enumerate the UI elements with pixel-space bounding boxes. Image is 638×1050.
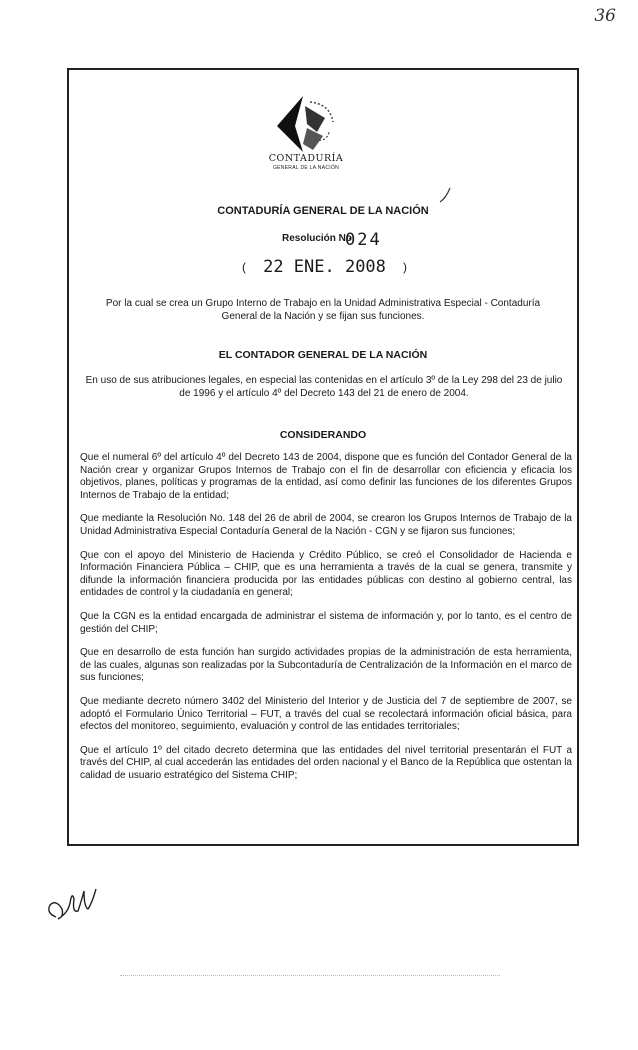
resolution-date-line (242, 257, 407, 277)
consideration-paragraph: Que en desarrollo de esta función han surgido actividades propias de la administración de esta herramienta, de las cuales, algunas son realizadas por la Subcontaduría de Centralización de la Información en el marco de sus funciones; (80, 647, 572, 684)
handwritten-tick-icon (436, 184, 458, 206)
consideration-paragraph: Que mediante la Resolución No. 148 del 26 de abril de 2004, se crearon los Grupos Internos de Trabajo de la Unidad Administrativa Especial Contaduría General de la Nación - CGN y se fijaron sus funciones; (80, 513, 572, 537)
considerations-list (80, 452, 572, 793)
open-paren: ( (242, 260, 246, 274)
consideration-paragraph: Que mediante decreto número 3402 del Ministerio del Interior y de Justicia del 7 de septiembre de 2007, se adoptó el Formulario Único Territorial – FUT, a través del cual se recolectará información oficial básica, para efectos del monitoreo, seguimiento, evaluación y control de las entidades territoriales; (80, 695, 572, 733)
logo-name: CONTADURÍA (268, 153, 344, 164)
bottom-dotted-artifact (120, 975, 500, 977)
consideration-paragraph: Que la CGN es la entidad encargada de administrar el sistema de información y, por lo tanto, es el centro de gestión del CHIP; (80, 610, 572, 635)
authority-intro: En uso de sus atribuciones legales, en especial las contenidas en el artículo 3º de la Ley 298 del 23 de julio de 1996 y el artículo 4º del Decreto 143 del 21 de enero de 2004. (85, 375, 563, 399)
page-number: 36 (594, 6, 616, 26)
resolution-purpose: Por la cual se crea un Grupo Interno de Trabajo en la Unidad Administrativa Especial - Contaduría General de la Nación y se fijan sus funciones. (105, 298, 541, 322)
handwritten-initials-signature (38, 883, 108, 933)
consideration-paragraph: Que el numeral 6º del artículo 4º del Decreto 143 de 2004, dispone que es función del Contador General de la Nación crear y organizar Grupos Internos de Trabajo con el fin de desarrollar con eficiencia y eficacia los objetivos, planes, políticas y programas de la entidad, así como definir las funciones de los diferentes Grupos Internos de Trabajo de la entidad; (80, 452, 572, 501)
consideration-paragraph: Que el artículo 1º del citado decreto determina que las entidades del nivel territorial presentarán el FUT a través del CHIP, al cual accederán las entidades del orden nacional y el Banco de la República que ostentan la calidad de usuario estratégico del Sistema CHIP; (80, 744, 572, 781)
resolution-date: 22 ENE. 2008 (263, 257, 386, 277)
logo-subtitle: GENERAL DE LA NACIÓN (272, 165, 340, 171)
organization-title: CONTADURÍA GENERAL DE LA NACIÓN (217, 205, 429, 217)
authority-heading: EL CONTADOR GENERAL DE LA NACIÓN (218, 349, 428, 361)
close-paren: ) (402, 260, 407, 274)
resolution-number: 024 (345, 230, 382, 250)
resolution-label: Resolución No. (282, 233, 355, 244)
consideration-paragraph: Que con el apoyo del Ministerio de Hacienda y Crédito Público, se creó el Consolidador de Hacienda e Información Financiera Pública – CHIP, que es una herramienta a través de la cual se genera, transmite y difunde la información financiera producida por las entidades públicas con destino al gobierno central, las entidades de control y la ciudadanía en general; (80, 549, 572, 599)
considering-heading: CONSIDERANDO (279, 429, 367, 441)
